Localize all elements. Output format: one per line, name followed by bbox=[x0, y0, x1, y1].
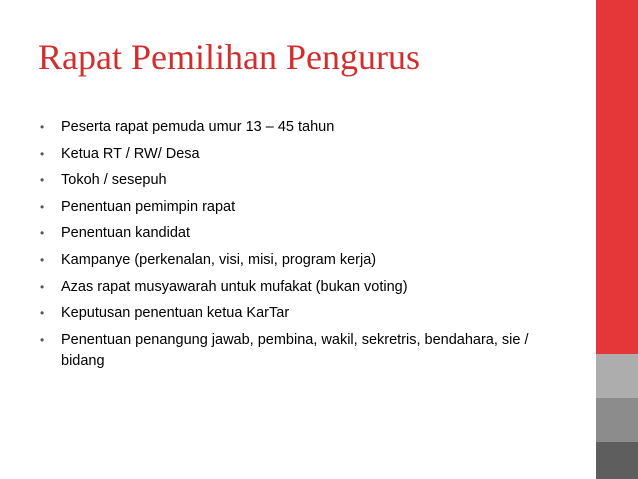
bullet-text: Tokoh / sesepuh bbox=[61, 172, 167, 189]
bullet-text: Penentuan penangung jawab, pembina, wakil, sekretris, bendahara, sie / bidang bbox=[61, 331, 529, 369]
bullet-text: Penentuan pemimpin rapat bbox=[61, 198, 236, 215]
decorative-sidebar bbox=[596, 0, 638, 479]
bullet-icon: • bbox=[40, 306, 45, 321]
bullet-icon: • bbox=[40, 279, 45, 294]
bullet-icon: • bbox=[40, 252, 45, 267]
bullet-text: Kampanye (perkenalan, visi, misi, program kerja) bbox=[61, 251, 377, 268]
sidebar-red-band bbox=[596, 0, 638, 354]
bullet-item bbox=[40, 330, 540, 372]
bullet-item bbox=[40, 170, 540, 191]
sidebar-grey-band-light bbox=[596, 354, 638, 398]
bullet-icon: • bbox=[40, 146, 45, 161]
bullet-text: Azas rapat musyawarah untuk mufakat (bukan voting) bbox=[61, 278, 408, 295]
slide-title: Rapat Pemilihan Pengurus bbox=[38, 37, 420, 77]
bullet-item bbox=[40, 117, 540, 138]
bullet-item bbox=[40, 197, 540, 218]
bullet-item bbox=[40, 144, 540, 165]
bullet-icon: • bbox=[40, 120, 45, 134]
bullet-icon: • bbox=[40, 199, 45, 214]
bullet-text: Penentuan kandidat bbox=[61, 225, 190, 242]
bullet-text: Keputusan penentuan ketua KarTar bbox=[61, 305, 290, 322]
bullet-icon: • bbox=[40, 173, 45, 188]
bullet-text: Peserta rapat pemuda umur 13 – 45 tahun bbox=[61, 119, 335, 135]
bullet-text: Ketua RT / RW/ Desa bbox=[61, 145, 200, 162]
bullet-item bbox=[40, 277, 540, 298]
bullet-list bbox=[40, 117, 540, 377]
sidebar-grey-band-mid bbox=[596, 398, 638, 442]
bullet-item bbox=[40, 303, 540, 324]
bullet-icon: • bbox=[40, 226, 45, 241]
bullet-icon: • bbox=[40, 332, 45, 347]
sidebar-grey-band-dark bbox=[596, 442, 638, 479]
bullet-item bbox=[40, 223, 540, 244]
bullet-item bbox=[40, 250, 540, 271]
